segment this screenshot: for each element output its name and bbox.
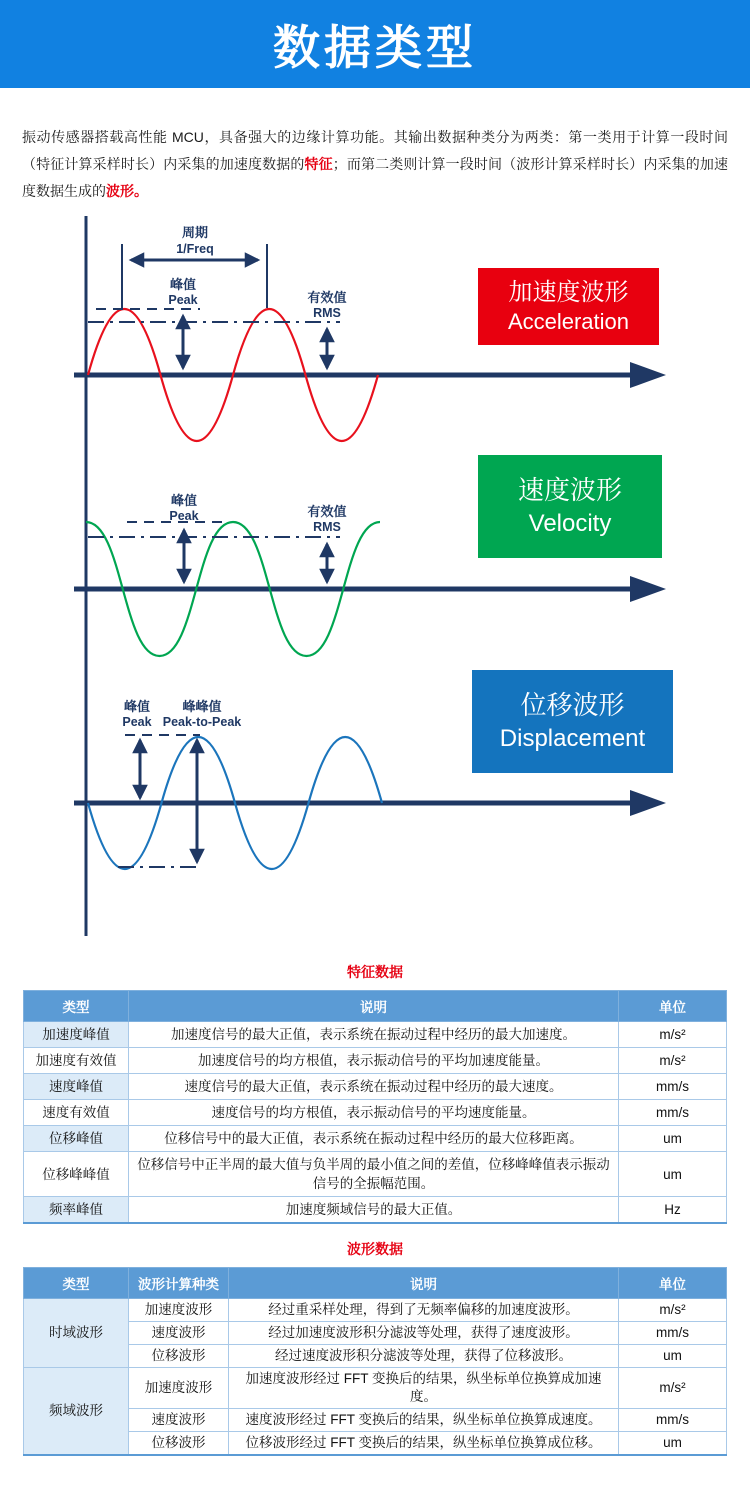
type-cell: 加速度有效值	[24, 1048, 129, 1074]
type-cell: 速度峰值	[24, 1074, 129, 1100]
table-row	[24, 1126, 727, 1152]
calc-kind-cell: 速度波形	[129, 1409, 229, 1432]
peak-label-en: Peak	[122, 715, 152, 729]
description-cell: 位移波形经过 FFT 变换后的结果，纵坐标单位换算成位移。	[229, 1432, 619, 1456]
feature-table	[23, 990, 727, 1224]
unit-cell: m/s²	[619, 1299, 727, 1322]
axis-arrow-icon	[630, 576, 666, 602]
peak-label-zh: 峰值	[123, 699, 151, 714]
unit-cell: Hz	[619, 1197, 727, 1224]
page-header	[0, 0, 750, 88]
description-cell: 速度波形经过 FFT 变换后的结果，纵坐标单位换算成速度。	[229, 1409, 619, 1432]
unit-cell: mm/s	[619, 1100, 727, 1126]
rms-label-en: RMS	[313, 520, 341, 534]
axis-arrow-icon	[630, 362, 666, 388]
description-cell: 速度信号的均方根值，表示振动信号的平均速度能量。	[129, 1100, 619, 1126]
period-label-en: 1/Freq	[176, 242, 214, 256]
type-cell: 频率峰值	[24, 1197, 129, 1224]
table-row	[24, 1368, 727, 1409]
table-row	[24, 1432, 727, 1456]
unit-cell: m/s²	[619, 1368, 727, 1409]
period-label-zh: 周期	[181, 225, 209, 240]
column-header-description: 说明	[229, 1268, 619, 1299]
peak-to-peak-label-en: Peak-to-Peak	[162, 715, 242, 729]
velocity-label-box	[478, 455, 662, 558]
unit-cell: m/s²	[619, 1048, 727, 1074]
column-header-type: 类型	[24, 1268, 129, 1299]
unit-cell: m/s²	[619, 1022, 727, 1048]
type-group-cell: 时域波形	[24, 1299, 129, 1368]
acceleration-label-box	[478, 268, 659, 345]
column-header-type: 类型	[24, 991, 129, 1022]
table-row	[24, 1409, 727, 1432]
intro-highlight-feature: 特征	[304, 156, 333, 172]
table-row	[24, 1197, 727, 1224]
peak-label-en: Peak	[168, 293, 198, 307]
unit-cell: mm/s	[619, 1074, 727, 1100]
waveform-table-header-row	[24, 1268, 727, 1299]
intro-paragraph	[22, 124, 728, 205]
unit-cell: mm/s	[619, 1322, 727, 1345]
table-row	[24, 1299, 727, 1322]
velocity-x-axis	[74, 576, 666, 602]
unit-cell: um	[619, 1345, 727, 1368]
intro-highlight-waveform: 波形。	[106, 183, 148, 199]
waveform-diagram	[0, 210, 750, 958]
calc-kind-cell: 位移波形	[129, 1345, 229, 1368]
intro-text-1: 振动传感器搭载高性能 MCU，具备强大的边缘计算功能。其输出数据种类分为两类：第一类用于计算一段时间（特征计算采样时长）内采集的加速度数据的	[22, 129, 728, 172]
description-cell: 速度信号的最大正值，表示系统在振动过程中经历的最大速度。	[129, 1074, 619, 1100]
calc-kind-cell: 速度波形	[129, 1322, 229, 1345]
waveform-data-section	[0, 1239, 750, 1456]
type-cell: 位移峰峰值	[24, 1152, 129, 1197]
type-cell: 速度有效值	[24, 1100, 129, 1126]
acceleration-annotations	[88, 225, 347, 368]
displacement-label-en: Displacement	[499, 724, 646, 752]
peak-label-en: Peak	[169, 509, 199, 523]
waveform-table-title: 波形数据	[347, 1241, 403, 1257]
peak-label-zh: 峰值	[169, 277, 197, 292]
acceleration-label-en: Acceleration	[507, 308, 630, 334]
table-row	[24, 1322, 727, 1345]
displacement-label-box	[472, 670, 673, 773]
description-cell: 加速度频域信号的最大正值。	[129, 1197, 619, 1224]
unit-cell: um	[619, 1432, 727, 1456]
displacement-label-zh: 位移波形	[520, 690, 625, 720]
description-cell: 位移信号中的最大正值，表示系统在振动过程中经历的最大位移距离。	[129, 1126, 619, 1152]
displacement-annotations	[118, 699, 241, 867]
intro-text-2: ；而第二类则计算一段时间（波形计算采样时长）内采集的加速度数据生成的	[22, 156, 729, 199]
acceleration-label-zh: 加速度波形	[508, 278, 629, 306]
description-cell: 位移信号中正半周的最大值与负半周的最小值之间的差值，位移峰峰值表示振动信号的全振幅范围。	[129, 1152, 619, 1197]
description-cell: 经过加速度波形积分滤波等处理，获得了速度波形。	[229, 1322, 619, 1345]
table-row	[24, 1048, 727, 1074]
velocity-annotations	[88, 493, 347, 582]
rms-label-zh: 有效值	[307, 290, 347, 305]
calc-kind-cell: 加速度波形	[129, 1368, 229, 1409]
velocity-label-en: Velocity	[528, 509, 612, 537]
unit-cell: um	[619, 1152, 727, 1197]
description-cell: 加速度信号的最大正值，表示系统在振动过程中经历的最大加速度。	[129, 1022, 619, 1048]
table-row	[24, 1100, 727, 1126]
feature-table-header-row	[24, 991, 727, 1022]
table-row	[24, 1074, 727, 1100]
rms-label-en: RMS	[313, 306, 341, 320]
description-cell: 加速度信号的均方根值，表示振动信号的平均加速度能量。	[129, 1048, 619, 1074]
column-header-unit: 单位	[619, 1268, 727, 1299]
peak-to-peak-label-zh: 峰峰值	[182, 699, 222, 714]
table-row	[24, 1022, 727, 1048]
calc-kind-cell: 加速度波形	[129, 1299, 229, 1322]
column-header-calc-kind: 波形计算种类	[129, 1268, 229, 1299]
rms-label-zh: 有效值	[307, 504, 347, 519]
calc-kind-cell: 位移波形	[129, 1432, 229, 1456]
feature-table-title: 特征数据	[347, 964, 403, 980]
table-row	[24, 1345, 727, 1368]
axis-arrow-icon	[630, 790, 666, 816]
description-cell: 经过速度波形积分滤波等处理，获得了位移波形。	[229, 1345, 619, 1368]
unit-cell: um	[619, 1126, 727, 1152]
type-cell: 位移峰值	[24, 1126, 129, 1152]
peak-label-zh: 峰值	[170, 493, 198, 508]
feature-data-section	[0, 962, 750, 1224]
table-row	[24, 1152, 727, 1197]
column-header-description: 说明	[129, 991, 619, 1022]
description-cell: 加速度波形经过 FFT 变换后的结果，纵坐标单位换算成加速度。	[229, 1368, 619, 1409]
type-group-cell: 频域波形	[24, 1368, 129, 1456]
type-cell: 加速度峰值	[24, 1022, 129, 1048]
velocity-label-zh: 速度波形	[517, 475, 622, 505]
description-cell: 经过重采样处理，得到了无频率偏移的加速度波形。	[229, 1299, 619, 1322]
unit-cell: mm/s	[619, 1409, 727, 1432]
page-title: 数据类型	[273, 20, 477, 74]
displacement-x-axis	[74, 790, 666, 816]
column-header-unit: 单位	[619, 991, 727, 1022]
waveform-table	[23, 1267, 727, 1456]
